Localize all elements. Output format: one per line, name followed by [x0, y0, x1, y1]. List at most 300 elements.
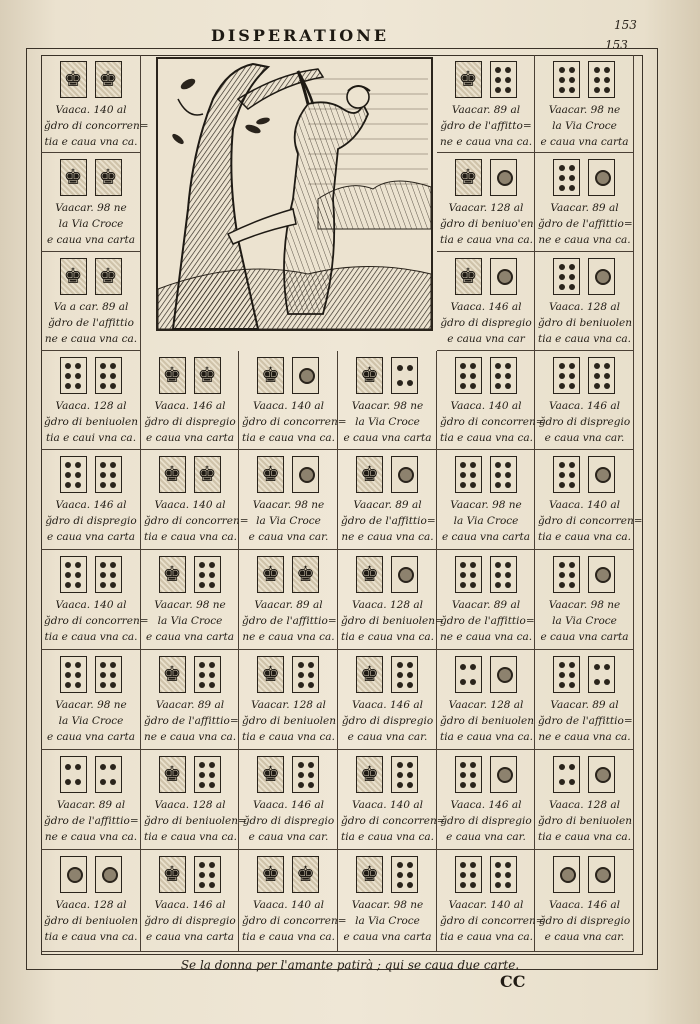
card-pair: [239, 656, 337, 696]
page-number-duplicate: 153: [605, 38, 628, 52]
pip-card-icon: [490, 357, 517, 394]
card-pair: [437, 159, 534, 199]
cell-instruction: [538, 299, 631, 347]
instruction-line: Vaaca. 146 al: [450, 301, 522, 313]
coin-card-icon: [588, 756, 615, 793]
instruction-line: la Via Croce: [453, 515, 519, 527]
cell-instruction: [44, 597, 149, 645]
pip-card-icon: [455, 856, 482, 893]
instruction-line: Vaaca. 128 al: [549, 301, 620, 313]
card-cell: [437, 650, 535, 750]
coin-card-icon: [490, 756, 517, 793]
cell-instruction: [242, 697, 335, 745]
card-pair: [141, 756, 238, 796]
card-pair: [535, 856, 633, 896]
card-pair: [41, 556, 140, 596]
card-pair: [437, 357, 534, 397]
instruction-line: ğdro di dispregio: [144, 416, 236, 428]
card-cell: [338, 750, 446, 850]
instruction-line: Vaaca. 146 al: [253, 799, 324, 811]
instruction-line: ğdro di dispregio: [440, 317, 532, 329]
instruction-line: Vaaca. 146 al: [549, 899, 620, 911]
pip-card-icon: [588, 61, 615, 98]
card-pair: [41, 856, 140, 896]
figure-card-icon: ♚: [356, 756, 383, 793]
instruction-line: la Via Croce: [355, 416, 420, 428]
figure-card-icon: ♚: [455, 258, 482, 295]
instruction-line: tia e caua vna ca.: [538, 531, 631, 543]
instruction-line: la Via Croce: [256, 515, 321, 527]
card-cell: [338, 850, 437, 952]
instruction-line: tia e caua vna ca.: [242, 731, 335, 743]
card-pair: [41, 61, 140, 101]
coin-card-icon: [292, 456, 319, 493]
instruction-line: e caua vna carta: [343, 931, 432, 943]
instruction-line: ğdro di beniuolen: [44, 416, 139, 428]
pip-card-icon: [391, 656, 418, 693]
instruction-line: e caua vna carta: [442, 531, 530, 543]
card-cell: [239, 750, 338, 850]
card-pair: [535, 357, 633, 397]
pip-card-icon: [194, 756, 221, 793]
instruction-line: ğdro de l'affittio=: [440, 615, 535, 627]
pip-card-icon: [194, 656, 221, 693]
instruction-line: ne e caua vna ca.: [440, 136, 533, 148]
pip-card-icon: [60, 357, 87, 394]
instruction-line: Vaacar. 89 al: [56, 799, 126, 811]
pip-card-icon: [292, 656, 319, 693]
card-pair: [41, 756, 140, 796]
coin-card-icon: [588, 258, 615, 295]
coin-card-icon: [588, 856, 615, 893]
card-pair: [338, 456, 436, 496]
pip-card-icon: [60, 456, 87, 493]
card-cell: [437, 550, 535, 650]
figure-card-icon: ♚: [159, 456, 186, 493]
card-cell: [535, 450, 643, 550]
woodcut-illustration: [156, 57, 433, 331]
figure-card-icon: ♚: [159, 357, 186, 394]
instruction-line: Vaaca. 140 al: [253, 899, 324, 911]
instruction-line: ğdro di concorren=: [538, 515, 643, 527]
pip-card-icon: [455, 756, 482, 793]
instruction-line: tia e caua vna ca.: [144, 531, 237, 543]
instruction-line: Vaaca. 146 al: [55, 499, 127, 511]
instruction-line: ne e caua vna ca.: [538, 234, 631, 246]
cell-instruction: [44, 697, 138, 745]
card-pair: [535, 61, 633, 101]
instruction-line: Vaacar. 128 al: [448, 699, 524, 711]
instruction-line: Vaacar. 98 ne: [351, 899, 424, 911]
instruction-line: la Via Croce: [552, 120, 617, 132]
instruction-line: tia e caua vna ca.: [440, 234, 533, 246]
instruction-line: e caua vna carta: [343, 432, 432, 444]
cell-instruction: [144, 897, 236, 945]
pip-card-icon: [60, 656, 87, 693]
instruction-line: tia e caua vna ca.: [242, 931, 335, 943]
instruction-line: e caua vna carta: [47, 234, 135, 246]
instruction-line: e caua vna car.: [544, 432, 625, 444]
card-pair: [141, 456, 238, 496]
instruction-line: Vaacar. 128 al: [251, 699, 326, 711]
card-cell: [338, 351, 437, 450]
card-pair: [338, 856, 436, 896]
card-cell: [41, 450, 141, 550]
card-cell: [535, 850, 634, 952]
instruction-line: ğdro di beniuolen=: [144, 815, 247, 827]
card-pair: [338, 756, 436, 796]
instruction-line: tia e caua vna ca.: [242, 432, 335, 444]
pip-card-icon: [391, 357, 418, 394]
card-pair: [41, 656, 140, 696]
pip-card-icon: [455, 656, 482, 693]
pip-card-icon: [588, 656, 615, 693]
pip-card-icon: [490, 61, 517, 98]
instruction-line: tia e caua vna ca.: [538, 831, 631, 843]
card-pair: [141, 656, 238, 696]
instruction-line: Vaaca. 140 al: [55, 599, 127, 611]
card-pair: [41, 258, 140, 298]
instruction-line: e caua vna carta: [540, 136, 629, 148]
coin-card-icon: [391, 456, 418, 493]
figure-card-icon: ♚: [257, 856, 284, 893]
figure-card-icon: ♚: [95, 61, 122, 98]
pip-card-icon: [553, 159, 580, 196]
card-cell: [535, 153, 634, 252]
card-cell: [41, 153, 141, 252]
coin-card-icon: [490, 258, 517, 295]
cell-instruction: [242, 897, 347, 945]
pip-card-icon: [194, 856, 221, 893]
card-cell: [41, 252, 141, 351]
cell-instruction: [44, 797, 138, 845]
pip-card-icon: [490, 456, 517, 493]
instruction-line: ğdro di beniuolen: [538, 815, 633, 827]
instruction-line: ğdro di concorren=: [44, 120, 149, 132]
card-pair: [535, 258, 633, 298]
instruction-line: Vaacar. 89 al: [451, 599, 521, 611]
instruction-line: e caua vna car.: [544, 931, 625, 943]
instruction-line: Vaaca. 140 al: [154, 499, 226, 511]
instruction-line: ğdro di concorren=: [144, 515, 249, 527]
instruction-line: ğdro di concorren=: [440, 915, 545, 927]
woodcut-hanging-figure-icon: [158, 59, 431, 329]
pip-card-icon: [455, 556, 482, 593]
instruction-line: e caua vna car.: [248, 831, 329, 843]
figure-card-icon: ♚: [257, 456, 284, 493]
pip-card-icon: [194, 556, 221, 593]
cell-instruction: [341, 398, 434, 446]
pip-card-icon: [490, 856, 517, 893]
card-pair: [41, 159, 140, 199]
pip-card-icon: [60, 756, 87, 793]
instruction-line: tia e caua vna ca.: [341, 831, 434, 843]
instruction-line: Vaaca. 128 al: [55, 400, 127, 412]
card-cell: [338, 550, 444, 650]
card-pair: [437, 456, 534, 496]
card-cell: [239, 850, 347, 952]
figure-card-icon: ♚: [60, 159, 87, 196]
instruction-line: Vaaca. 146 al: [154, 400, 226, 412]
pip-card-icon: [490, 556, 517, 593]
instruction-line: Vaacar. 89 al: [550, 699, 619, 711]
instruction-line: e caua vna carta: [47, 731, 135, 743]
card-cell: [239, 351, 347, 450]
card-cell: [239, 550, 338, 650]
card-cell: [535, 750, 634, 850]
instruction-line: ğdro di dispregio: [341, 715, 434, 727]
cell-instruction: [538, 102, 631, 150]
instruction-line: Vaaca. 146 al: [352, 699, 423, 711]
figure-card-icon: ♚: [455, 159, 482, 196]
instruction-line: Vaacar. 98 ne: [55, 202, 127, 214]
coin-card-icon: [391, 556, 418, 593]
pip-card-icon: [391, 856, 418, 893]
instruction-line: e caua vna car.: [446, 831, 526, 843]
instruction-line: ğdro de l'affittio: [48, 317, 134, 329]
instruction-line: tia e caua vna ca.: [144, 831, 237, 843]
cell-instruction: [538, 597, 631, 645]
footer-caption: Se la donna per l'amante patirà ; qui se caua due carte.: [180, 958, 520, 972]
cell-instruction: [440, 897, 545, 945]
instruction-line: e caua vna car.: [347, 731, 428, 743]
cell-instruction: [538, 497, 643, 545]
card-cell: [535, 252, 634, 351]
cell-instruction: [44, 200, 138, 248]
card-pair: [535, 556, 633, 596]
instruction-line: Vaaca. 140 al: [55, 104, 127, 116]
figure-card-icon: ♚: [356, 556, 383, 593]
instruction-line: ğdro di beniuolen: [538, 317, 633, 329]
card-pair: [338, 357, 436, 397]
instruction-line: ğdro de l'affittio=: [144, 715, 239, 727]
figure-card-icon: ♚: [257, 756, 284, 793]
instruction-line: la Via Croce: [157, 615, 223, 627]
instruction-line: Vaacar. 140 al: [448, 899, 524, 911]
card-cell: [535, 650, 634, 750]
instruction-line: Vaaca. 140 al: [549, 499, 620, 511]
instruction-line: ğdro di beniuolen: [242, 715, 337, 727]
instruction-line: Vaacar. 98 ne: [450, 499, 522, 511]
instruction-line: tia e caua vna ca.: [538, 333, 631, 345]
instruction-line: Vaacar. 98 ne: [154, 599, 226, 611]
instruction-line: Vaaca. 128 al: [154, 799, 226, 811]
instruction-line: la Via Croce: [355, 915, 420, 927]
card-cell: [141, 850, 239, 952]
instruction-line: tia e caua vna ca.: [44, 931, 138, 943]
pip-card-icon: [553, 756, 580, 793]
figure-card-icon: ♚: [356, 357, 383, 394]
card-pair: [437, 756, 534, 796]
instruction-line: e caua vna carta: [540, 631, 629, 643]
card-pair: [437, 61, 534, 101]
cell-instruction: [538, 697, 631, 745]
instruction-line: ğdro di concorren=: [242, 915, 347, 927]
pip-card-icon: [95, 357, 122, 394]
pip-card-icon: [95, 556, 122, 593]
figure-card-icon: ♚: [292, 556, 319, 593]
instruction-line: Vaaca. 146 al: [154, 899, 226, 911]
instruction-line: Vaaca. 140 al: [253, 400, 324, 412]
card-pair: [535, 756, 633, 796]
instruction-line: tia e caua vna ca.: [44, 631, 138, 643]
figure-card-icon: ♚: [257, 656, 284, 693]
instruction-line: ğdro di concorren=: [341, 815, 446, 827]
instruction-line: ne e caua vna ca.: [440, 631, 533, 643]
card-cell: [41, 750, 141, 850]
cell-instruction: [44, 897, 138, 945]
pip-card-icon: [95, 756, 122, 793]
pip-card-icon: [95, 656, 122, 693]
instruction-line: Vaaca. 128 al: [55, 899, 127, 911]
pip-card-icon: [95, 456, 122, 493]
card-pair: [239, 556, 337, 596]
signature-mark: CC: [500, 972, 526, 991]
card-cell: [437, 55, 535, 153]
card-pair: [535, 159, 633, 199]
card-cell: [338, 450, 437, 550]
instruction-line: tia e caua vna ca.: [440, 931, 533, 943]
figure-card-icon: ♚: [455, 61, 482, 98]
cell-instruction: [144, 398, 236, 446]
cell-instruction: [242, 597, 335, 645]
instruction-line: ğdro di beniuolen: [44, 915, 139, 927]
instruction-line: Vaacar. 98 ne: [252, 499, 325, 511]
instruction-line: ğdro di beniuolen: [440, 715, 535, 727]
instruction-line: ne e caua vna ca.: [44, 831, 138, 843]
instruction-line: Vaaca. 128 al: [352, 599, 423, 611]
instruction-line: e caua vna carta: [146, 432, 234, 444]
coin-card-icon: [588, 556, 615, 593]
figure-card-icon: ♚: [95, 258, 122, 295]
instruction-line: Vaaca. 128 al: [549, 799, 620, 811]
instruction-line: e caua vna carta: [146, 931, 234, 943]
card-cell: [141, 750, 247, 850]
pip-card-icon: [455, 456, 482, 493]
card-cell: [535, 351, 634, 450]
card-cell: [437, 450, 535, 550]
cell-instruction: [341, 597, 444, 645]
card-cell: [41, 650, 141, 750]
card-cell: [535, 55, 634, 153]
card-pair: [437, 656, 534, 696]
card-cell: [141, 450, 249, 550]
pip-card-icon: [60, 556, 87, 593]
card-pair: [239, 357, 337, 397]
cell-instruction: [440, 200, 532, 248]
cell-instruction: [44, 398, 138, 446]
pip-card-icon: [292, 756, 319, 793]
instruction-line: ne e caua vna ca.: [538, 731, 631, 743]
instruction-line: ğdro di concorren=: [440, 416, 545, 428]
cell-instruction: [242, 497, 335, 545]
pip-card-icon: [588, 357, 615, 394]
cell-instruction: [44, 497, 138, 545]
pip-card-icon: [553, 258, 580, 295]
instruction-line: Vaaca. 146 al: [549, 400, 620, 412]
cell-instruction: [538, 897, 631, 945]
instruction-line: ğdro di dispregio: [45, 515, 137, 527]
instruction-line: Vaacar. 128 al: [448, 202, 524, 214]
figure-card-icon: ♚: [159, 756, 186, 793]
cell-instruction: [538, 200, 631, 248]
instruction-line: ğdro de l'affittio=: [341, 515, 436, 527]
cell-instruction: [440, 597, 535, 645]
figure-card-icon: ♚: [356, 856, 383, 893]
coin-card-icon: [60, 856, 87, 893]
instruction-line: ğdro di dispregio: [144, 915, 236, 927]
pip-card-icon: [553, 456, 580, 493]
pip-card-icon: [455, 357, 482, 394]
instruction-line: Vaacar. 98 ne: [55, 699, 127, 711]
figure-card-icon: ♚: [95, 159, 122, 196]
instruction-line: ne e caua vna ca.: [144, 731, 237, 743]
instruction-line: Vaacar. 89 al: [550, 202, 619, 214]
figure-card-icon: ♚: [257, 357, 284, 394]
instruction-line: ğdro di dispregio: [440, 815, 532, 827]
coin-card-icon: [588, 159, 615, 196]
card-cell: [141, 351, 239, 450]
figure-card-icon: ♚: [194, 456, 221, 493]
cell-instruction: [538, 398, 631, 446]
instruction-line: Vaaca. 146 al: [450, 799, 522, 811]
instruction-line: ne e caua vna ca.: [341, 531, 434, 543]
card-pair: [41, 357, 140, 397]
instruction-line: Vaacar. 89 al: [353, 499, 422, 511]
instruction-line: ğdro di beniuolen=: [341, 615, 444, 627]
figure-card-icon: ♚: [60, 258, 87, 295]
instruction-line: ğdro di dispregio: [242, 815, 335, 827]
card-pair: [437, 856, 534, 896]
instruction-line: Va a car. 89 al: [53, 301, 129, 313]
instruction-line: ğdro de l'affitto=: [440, 120, 532, 132]
page-number: 153: [614, 18, 637, 32]
cell-instruction: [341, 697, 434, 745]
coin-card-icon: [588, 456, 615, 493]
instruction-line: la Via Croce: [552, 615, 617, 627]
instruction-line: Vaacar. 98 ne: [548, 599, 621, 611]
cell-instruction: [144, 797, 247, 845]
figure-card-icon: ♚: [159, 856, 186, 893]
cell-instruction: [242, 797, 335, 845]
instruction-line: tia e caua vna ca.: [440, 432, 533, 444]
cell-instruction: [341, 497, 434, 545]
instruction-line: ğdro de l'affittio=: [538, 218, 633, 230]
card-pair: [338, 656, 436, 696]
instruction-line: ne e caua vna ca.: [44, 333, 138, 345]
card-cell: [535, 550, 634, 650]
figure-card-icon: ♚: [356, 656, 383, 693]
pip-card-icon: [391, 756, 418, 793]
cell-instruction: [440, 697, 535, 745]
card-cell: [41, 55, 149, 153]
card-pair: [535, 456, 633, 496]
cell-instruction: [341, 797, 446, 845]
coin-card-icon: [490, 656, 517, 693]
card-pair: [239, 456, 337, 496]
card-cell: [41, 550, 149, 650]
cell-instruction: [44, 102, 149, 150]
card-pair: [338, 556, 436, 596]
cell-instruction: [44, 299, 138, 347]
figure-card-icon: ♚: [194, 357, 221, 394]
instruction-line: la Via Croce: [58, 218, 124, 230]
instruction-line: Vaacar. 98 ne: [548, 104, 621, 116]
card-cell: [437, 750, 535, 850]
instruction-line: Vaacar. 89 al: [254, 599, 323, 611]
instruction-line: ne e caua vna ca.: [242, 631, 335, 643]
card-pair: [141, 856, 238, 896]
